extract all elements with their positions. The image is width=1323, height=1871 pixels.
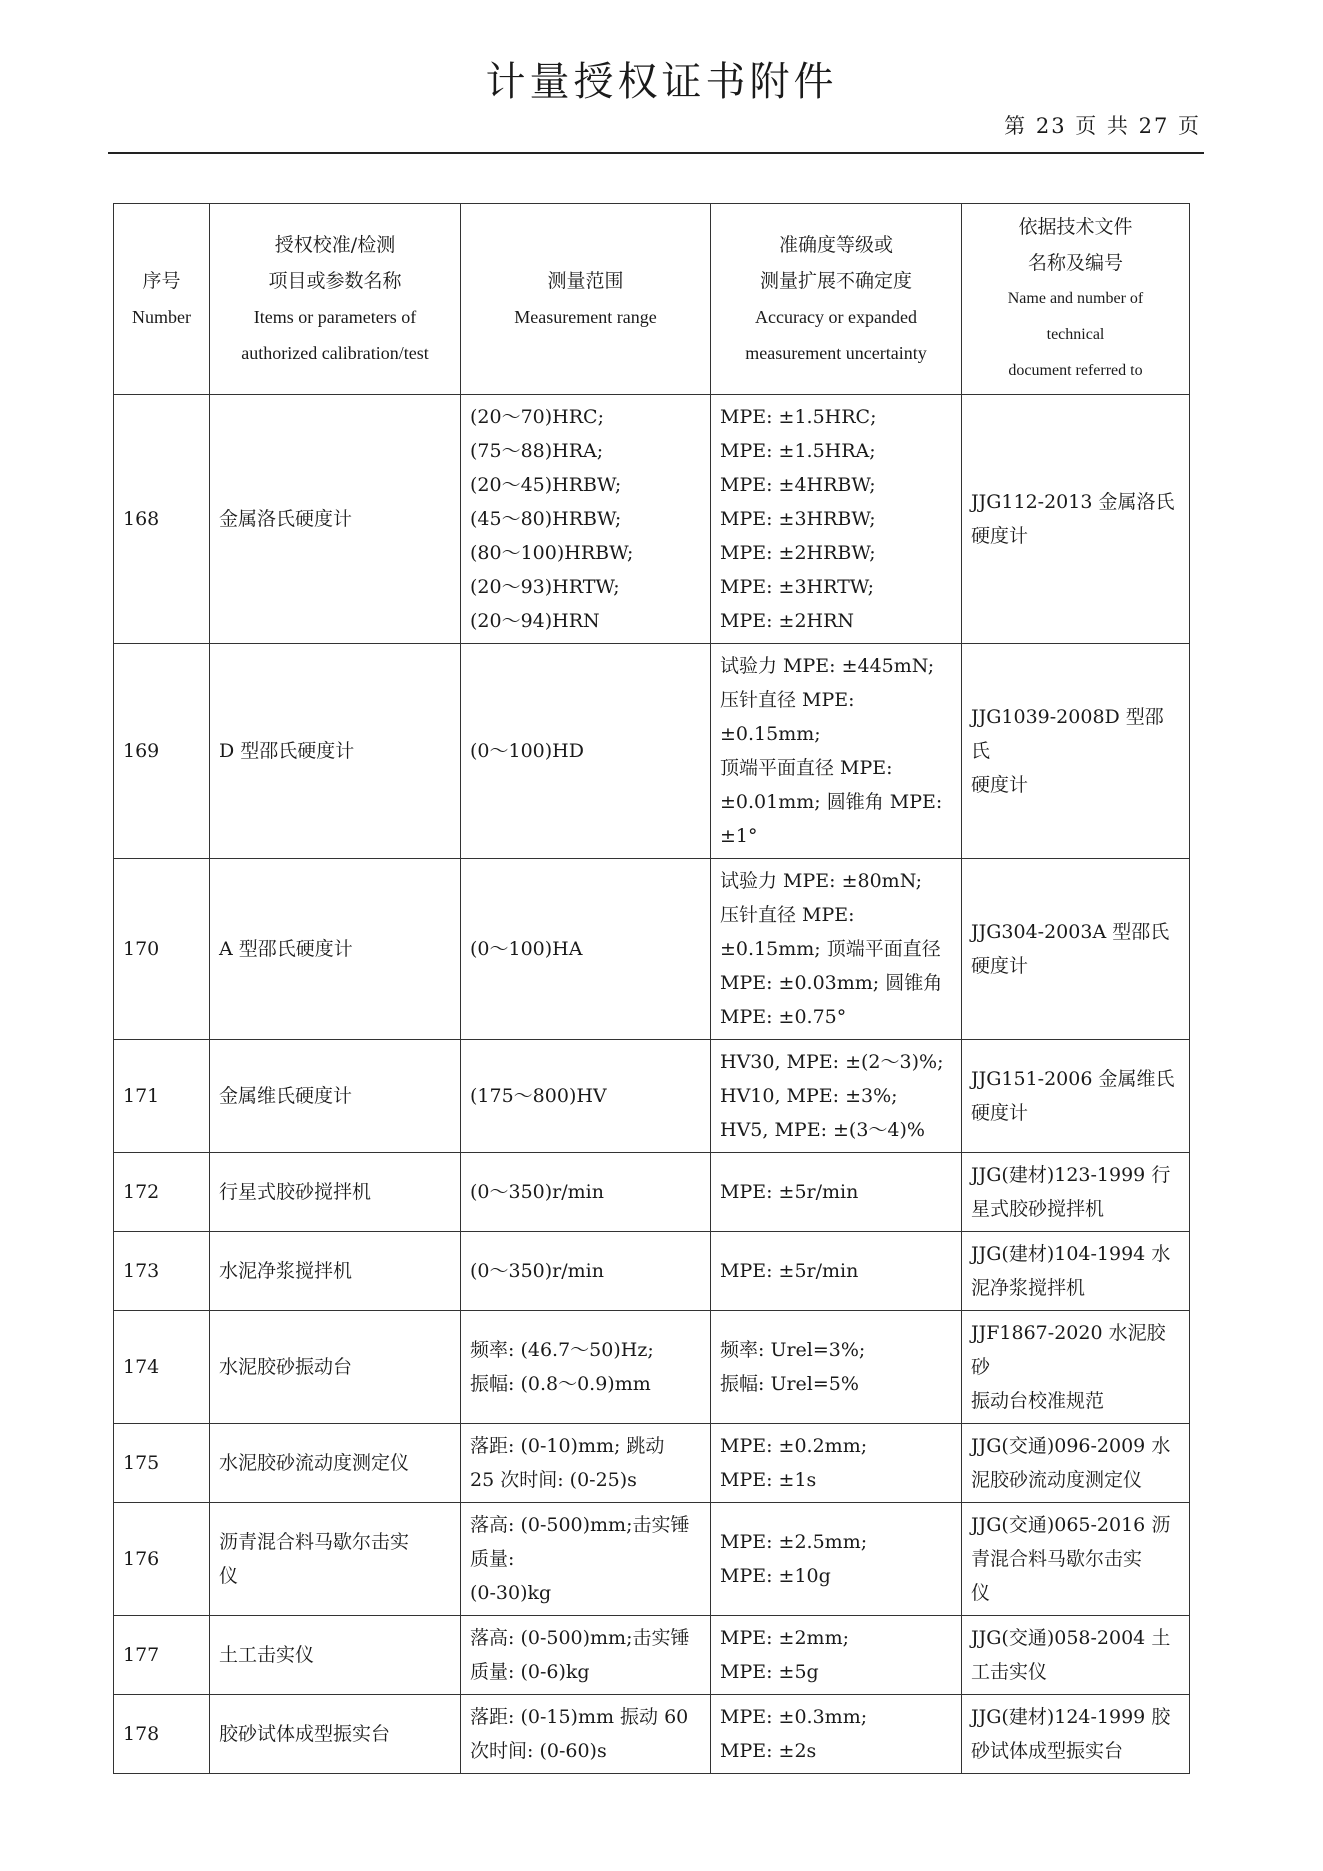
accuracy-cell bbox=[711, 1695, 962, 1774]
item-cell bbox=[210, 1153, 461, 1232]
cell-line: 频率: Urel=3%; bbox=[720, 1339, 866, 1361]
authorization-table bbox=[113, 203, 1190, 1774]
document-cell bbox=[962, 1040, 1190, 1153]
cell-line: 试验力 MPE: ±80mN; bbox=[720, 870, 923, 892]
cell-line: 落高: (0-500)mm;击实锤 bbox=[470, 1514, 690, 1536]
cell-line: MPE: ±2s bbox=[720, 1740, 817, 1762]
cell-line: JJG(建材)124-1999 胶 bbox=[971, 1706, 1171, 1728]
cell-line: 青混合料马歇尔击实 bbox=[971, 1548, 1143, 1570]
header-number bbox=[114, 204, 210, 395]
item-cell bbox=[210, 1424, 461, 1503]
document-cell bbox=[962, 1153, 1190, 1232]
table-header bbox=[114, 204, 1190, 395]
cell-line: ±0.01mm; 圆锥角 MPE: bbox=[720, 791, 943, 813]
cell-line: MPE: ±5r/min bbox=[720, 1181, 859, 1203]
cell-line: technical bbox=[1046, 326, 1105, 343]
cell-line: 胶砂试体成型振实台 bbox=[219, 1723, 391, 1745]
cell-line: MPE: ±2HRN bbox=[720, 610, 855, 632]
cell-line: 硬度计 bbox=[971, 774, 1029, 796]
cell-line: HV10, MPE: ±3%; bbox=[720, 1085, 898, 1107]
cell-line: MPE: ±2HRBW; bbox=[720, 542, 876, 564]
document-cell bbox=[962, 1311, 1190, 1424]
document-cell bbox=[962, 1503, 1190, 1616]
document-cell bbox=[962, 1424, 1190, 1503]
cell-line: MPE: ±1.5HRC; bbox=[720, 406, 877, 428]
range-cell bbox=[461, 395, 711, 644]
number-cell: 172 bbox=[114, 1153, 210, 1232]
cell-line: measurement uncertainty bbox=[745, 343, 927, 363]
cell-line: (20～94)HRN bbox=[470, 610, 600, 632]
cell-line: (20～70)HRC; bbox=[470, 406, 604, 428]
cell-line: 落距: (0-10)mm; 跳动 bbox=[470, 1435, 665, 1457]
cell-line: MPE: ±4HRBW; bbox=[720, 474, 876, 496]
number-cell: 171 bbox=[114, 1040, 210, 1153]
table-body bbox=[114, 395, 1190, 1774]
cell-line: 仪 bbox=[971, 1582, 991, 1604]
cell-line: 试验力 MPE: ±445mN; bbox=[720, 655, 935, 677]
cell-line: 落高: (0-500)mm;击实锤 bbox=[470, 1627, 690, 1649]
header-row bbox=[114, 204, 1190, 395]
cell-line: (0～350)r/min bbox=[470, 1260, 604, 1282]
header-rule bbox=[108, 152, 1204, 154]
table-row bbox=[114, 1153, 1190, 1232]
table-row bbox=[114, 395, 1190, 644]
cell-line: MPE: ±1s bbox=[720, 1469, 817, 1491]
cell-line: (75～88)HRA; bbox=[470, 440, 604, 462]
item-cell bbox=[210, 1040, 461, 1153]
cell-line: 频率: (46.7～50)Hz; bbox=[470, 1339, 654, 1361]
cell-line: Number bbox=[132, 307, 191, 327]
cell-line: MPE: ±0.03mm; 圆锥角 bbox=[720, 972, 943, 994]
cell-line: 振幅: (0.8～0.9)mm bbox=[470, 1373, 651, 1395]
range-cell bbox=[461, 1616, 711, 1695]
cell-line: MPE: ±5g bbox=[720, 1661, 819, 1683]
cell-line: 落距: (0-15)mm 振动 60 bbox=[470, 1706, 689, 1728]
cell-line: JJG(交通)065-2016 沥 bbox=[971, 1514, 1171, 1536]
number-cell: 174 bbox=[114, 1311, 210, 1424]
item-cell bbox=[210, 1503, 461, 1616]
table-row bbox=[114, 1311, 1190, 1424]
table-row bbox=[114, 1616, 1190, 1695]
cell-line: 依据技术文件 bbox=[1018, 216, 1133, 238]
accuracy-cell bbox=[711, 1232, 962, 1311]
cell-line: 顶端平面直径 MPE: bbox=[720, 757, 893, 779]
table-row bbox=[114, 644, 1190, 859]
item-cell bbox=[210, 1311, 461, 1424]
cell-line: JJG(建材)104-1994 水 bbox=[971, 1243, 1171, 1265]
cell-line: MPE: ±1.5HRA; bbox=[720, 440, 876, 462]
cell-line: MPE: ±3HRTW; bbox=[720, 576, 875, 598]
cell-line: 泥胶砂流动度测定仪 bbox=[971, 1469, 1143, 1491]
cell-line: 行星式胶砂搅拌机 bbox=[219, 1181, 372, 1203]
accuracy-cell bbox=[711, 859, 962, 1040]
item-cell bbox=[210, 395, 461, 644]
cell-line: ±0.15mm; bbox=[720, 723, 821, 745]
number-cell: 168 bbox=[114, 395, 210, 644]
cell-line: MPE: ±0.75° bbox=[720, 1006, 847, 1028]
range-cell bbox=[461, 1153, 711, 1232]
accuracy-cell bbox=[711, 644, 962, 859]
cell-line: 压针直径 MPE: bbox=[720, 689, 855, 711]
number-cell: 170 bbox=[114, 859, 210, 1040]
cell-line: JJG(建材)123-1999 行 bbox=[971, 1164, 1171, 1186]
cell-line: 硬度计 bbox=[971, 955, 1029, 977]
cell-line: 次时间: (0-60)s bbox=[470, 1740, 607, 1762]
cell-line: (0～100)HD bbox=[470, 740, 584, 762]
cell-line: 名称及编号 bbox=[1027, 252, 1123, 274]
header-accuracy bbox=[711, 204, 962, 395]
header-range bbox=[461, 204, 711, 395]
cell-line: Name and number of bbox=[1007, 290, 1144, 307]
cell-line: MPE: ±3HRBW; bbox=[720, 508, 876, 530]
cell-line: JJG151-2006 金属维氏 bbox=[971, 1068, 1175, 1090]
cell-line: 压针直径 MPE: bbox=[720, 904, 855, 926]
cell-line: 振幅: Urel=5% bbox=[720, 1373, 859, 1395]
table-row bbox=[114, 1232, 1190, 1311]
header-item bbox=[210, 204, 461, 395]
cell-line: (20～93)HRTW; bbox=[470, 576, 620, 598]
cell-line: 砂试体成型振实台 bbox=[971, 1740, 1124, 1762]
cell-line: MPE: ±0.3mm; bbox=[720, 1706, 868, 1728]
document-cell bbox=[962, 1695, 1190, 1774]
cell-line: JJG(交通)058-2004 土 bbox=[971, 1627, 1171, 1649]
cell-line: JJG1039-2008D 型邵氏 bbox=[971, 706, 1164, 762]
number-cell: 175 bbox=[114, 1424, 210, 1503]
cell-line: 水泥胶砂振动台 bbox=[219, 1356, 353, 1378]
cell-line: JJG304-2003A 型邵氏 bbox=[971, 921, 1170, 943]
cell-line: document referred to bbox=[1008, 362, 1143, 379]
range-cell bbox=[461, 859, 711, 1040]
cell-line: 振动台校准规范 bbox=[971, 1390, 1105, 1412]
page-title: 计量授权证书附件 bbox=[485, 59, 838, 105]
cell-line: authorized calibration/test bbox=[241, 343, 429, 363]
range-cell bbox=[461, 1311, 711, 1424]
range-cell bbox=[461, 1040, 711, 1153]
range-cell bbox=[461, 1424, 711, 1503]
cell-line: 金属维氏硬度计 bbox=[219, 1085, 353, 1107]
cell-line: Measurement range bbox=[514, 307, 657, 327]
cell-line: 沥青混合料马歇尔击实 bbox=[219, 1531, 410, 1553]
cell-line: MPE: ±2.5mm; bbox=[720, 1531, 868, 1553]
item-cell bbox=[210, 1232, 461, 1311]
cell-line: MPE: ±10g bbox=[720, 1565, 831, 1587]
number-cell: 176 bbox=[114, 1503, 210, 1616]
document-cell bbox=[962, 1616, 1190, 1695]
cell-line: MPE: ±0.2mm; bbox=[720, 1435, 868, 1457]
accuracy-cell bbox=[711, 1311, 962, 1424]
cell-line: (0-30)kg bbox=[470, 1582, 552, 1604]
cell-line: 泥净浆搅拌机 bbox=[971, 1277, 1086, 1299]
cell-line: 水泥胶砂流动度测定仪 bbox=[219, 1452, 410, 1474]
cell-line: HV5, MPE: ±(3～4)% bbox=[720, 1119, 925, 1141]
cell-line: (45～80)HRBW; bbox=[470, 508, 622, 530]
cell-line: (175～800)HV bbox=[470, 1085, 607, 1107]
table-row bbox=[114, 1695, 1190, 1774]
cell-line: 土工击实仪 bbox=[219, 1644, 315, 1666]
cell-line: MPE: ±5r/min bbox=[720, 1260, 859, 1282]
cell-line: 金属洛氏硬度计 bbox=[219, 508, 353, 530]
cell-line: JJG112-2013 金属洛氏 bbox=[971, 491, 1175, 513]
document-cell bbox=[962, 644, 1190, 859]
cell-line: 测量范围 bbox=[547, 270, 624, 292]
cell-line: 硬度计 bbox=[971, 1102, 1029, 1124]
table-row bbox=[114, 859, 1190, 1040]
cell-line: 仪 bbox=[219, 1565, 239, 1587]
cell-line: 星式胶砂搅拌机 bbox=[971, 1198, 1105, 1220]
range-cell bbox=[461, 1503, 711, 1616]
accuracy-cell bbox=[711, 1424, 962, 1503]
cell-line: 25 次时间: (0-25)s bbox=[470, 1469, 637, 1491]
accuracy-cell bbox=[711, 1153, 962, 1232]
cell-line: ±0.15mm; 顶端平面直径 bbox=[720, 938, 941, 960]
range-cell bbox=[461, 1695, 711, 1774]
accuracy-cell bbox=[711, 395, 962, 644]
item-cell bbox=[210, 1616, 461, 1695]
item-cell bbox=[210, 859, 461, 1040]
cell-line: MPE: ±2mm; bbox=[720, 1627, 849, 1649]
cell-line: (80～100)HRBW; bbox=[470, 542, 634, 564]
document-cell bbox=[962, 395, 1190, 644]
table-row bbox=[114, 1503, 1190, 1616]
cell-line: Accuracy or expanded bbox=[755, 307, 917, 327]
cell-line: JJG(交通)096-2009 水 bbox=[971, 1435, 1171, 1457]
item-cell bbox=[210, 644, 461, 859]
table-row bbox=[114, 1040, 1190, 1153]
number-cell: 178 bbox=[114, 1695, 210, 1774]
accuracy-cell bbox=[711, 1040, 962, 1153]
number-cell: 169 bbox=[114, 644, 210, 859]
cell-line: (0～100)HA bbox=[470, 938, 583, 960]
cell-line: (0～350)r/min bbox=[470, 1181, 604, 1203]
number-cell: 173 bbox=[114, 1232, 210, 1311]
cell-line: 水泥净浆搅拌机 bbox=[219, 1260, 353, 1282]
cell-line: 硬度计 bbox=[971, 525, 1029, 547]
item-cell bbox=[210, 1695, 461, 1774]
page-number: 第 23 页 共 27 页 bbox=[1004, 114, 1201, 138]
cell-line: A 型邵氏硬度计 bbox=[219, 938, 353, 960]
cell-line: Items or parameters of bbox=[253, 307, 417, 327]
cell-line: 工击实仪 bbox=[971, 1661, 1048, 1683]
range-cell bbox=[461, 1232, 711, 1311]
cell-line: (20～45)HRBW; bbox=[470, 474, 622, 496]
cell-line: JJF1867-2020 水泥胶砂 bbox=[971, 1322, 1166, 1378]
range-cell bbox=[461, 644, 711, 859]
cell-line: ±1° bbox=[720, 825, 758, 847]
cell-line: 授权校准/检测 bbox=[274, 234, 396, 256]
cell-line: 测量扩展不确定度 bbox=[759, 270, 912, 292]
document-cell bbox=[962, 1232, 1190, 1311]
number-cell: 177 bbox=[114, 1616, 210, 1695]
cell-line: D 型邵氏硬度计 bbox=[219, 740, 355, 762]
cell-line: 序号 bbox=[142, 270, 181, 292]
cell-line: 准确度等级或 bbox=[778, 234, 893, 256]
cell-line: 质量: bbox=[470, 1548, 515, 1570]
header-document bbox=[962, 204, 1190, 395]
cell-line: HV30, MPE: ±(2～3)%; bbox=[720, 1051, 944, 1073]
table-row bbox=[114, 1424, 1190, 1503]
cell-line: 质量: (0-6)kg bbox=[470, 1661, 590, 1683]
accuracy-cell bbox=[711, 1616, 962, 1695]
cell-line: 项目或参数名称 bbox=[268, 270, 402, 292]
accuracy-cell bbox=[711, 1503, 962, 1616]
document-cell bbox=[962, 859, 1190, 1040]
